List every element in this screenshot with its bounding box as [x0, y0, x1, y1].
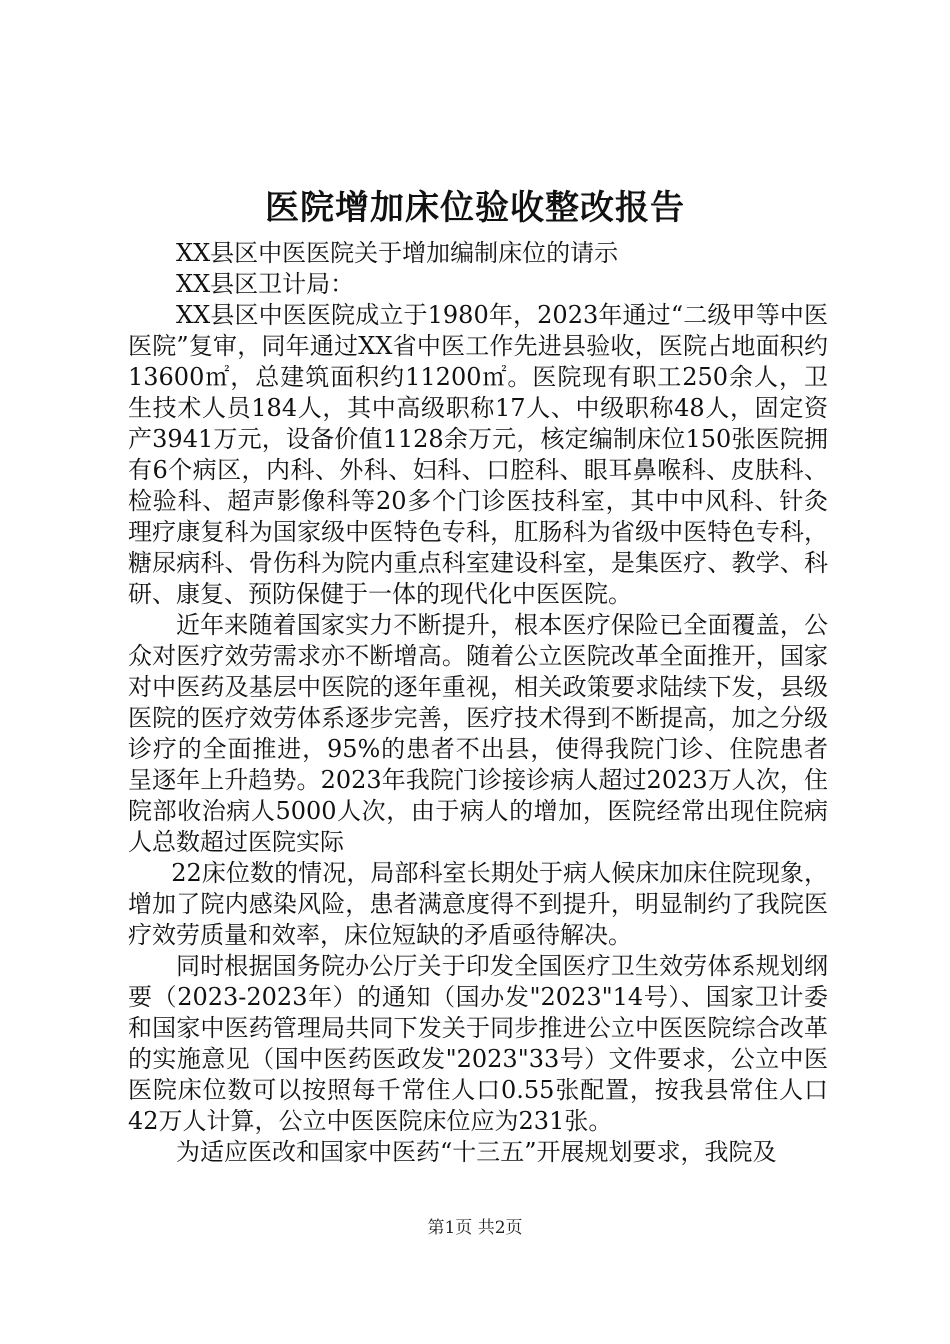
page-number-footer: 第1页 共2页 — [427, 1218, 523, 1238]
document-body — [128, 238, 828, 1168]
paragraph-request-title: XX县区中医医院关于增加编制床位的请示 — [176, 239, 619, 267]
paragraph-hospital-overview: XX县区中医医院成立于1980年，2023年通过“二级甲等中医医院”复审，同年通过XX省中医工作先进县验收，医院占地面积约13600㎡，总建筑面积约11200㎡。医院现有职工250余人，卫生技术人员184人，其中高级职称17人、中级职称48人，固定资产3941万元，设备价值1128余万元，核定编制床位150张医院拥有6个病区，内科、外科、妇科、口腔科、眼耳鼻喉科、皮肤科、检验科、超声影像科等20多个门诊医技科室，其中中风科、针灸理疗康复科为国家级中医特色专科，肛肠科为省级中医特色专科，糖尿病科、骨伤科为院内重点科室建设科室，是集医疗、教学、科研、康复、预防保健于一体的现代化中医医院。 — [128, 301, 828, 608]
paragraph-bed-shortage: 22床位数的情况，局部科室长期处于病人候床加床住院现象，增加了院内感染风险，患者满意度得不到提升，明显制约了我院医疗效劳质量和效率，床位短缺的矛盾亟待解决。 — [128, 859, 828, 949]
paragraph-recent-development: 近年来随着国家实力不断提升，根本医疗保险已全面覆盖，公众对医疗效劳需求亦不断增高。随着公立医院改革全面推开，国家对中医药及基层中医院的逐年重视，相关政策要求陆续下发，县级医院的医疗效劳体系逐步完善，医疗技术得到不断提高，加之分级诊疗的全面推进，95%的患者不出县，使得我院门诊、住院患者呈逐年上升趋势。2023年我院门诊接诊病人超过2023万人次，住院部收治病人5000人次，由于病人的增加，医院经常出现住院病人总数超过医院实际 — [128, 611, 828, 856]
paragraph-addressee: XX县区卫计局： — [176, 270, 355, 298]
paragraph-plan: 为适应医改和国家中医药“十三五”开展规划要求，我院及 — [176, 1138, 777, 1166]
document-title: 医院增加床位验收整改报告 — [265, 188, 685, 228]
paragraph-policy-basis: 同时根据国务院办公厅关于印发全国医疗卫生效劳体系规划纲要（2023-2023年）的通知（国办发"2023"14号）、国家卫计委和国家中医药管理局共同下发关于同步推进公立中医医院综合改革的实施意见（国中医药医政发"2023"33号）文件要求，公立中医医院床位数可以按照每千常住人口0.55张配置，按我县常住人口42万人计算，公立中医医院床位应为231张。 — [128, 952, 828, 1135]
